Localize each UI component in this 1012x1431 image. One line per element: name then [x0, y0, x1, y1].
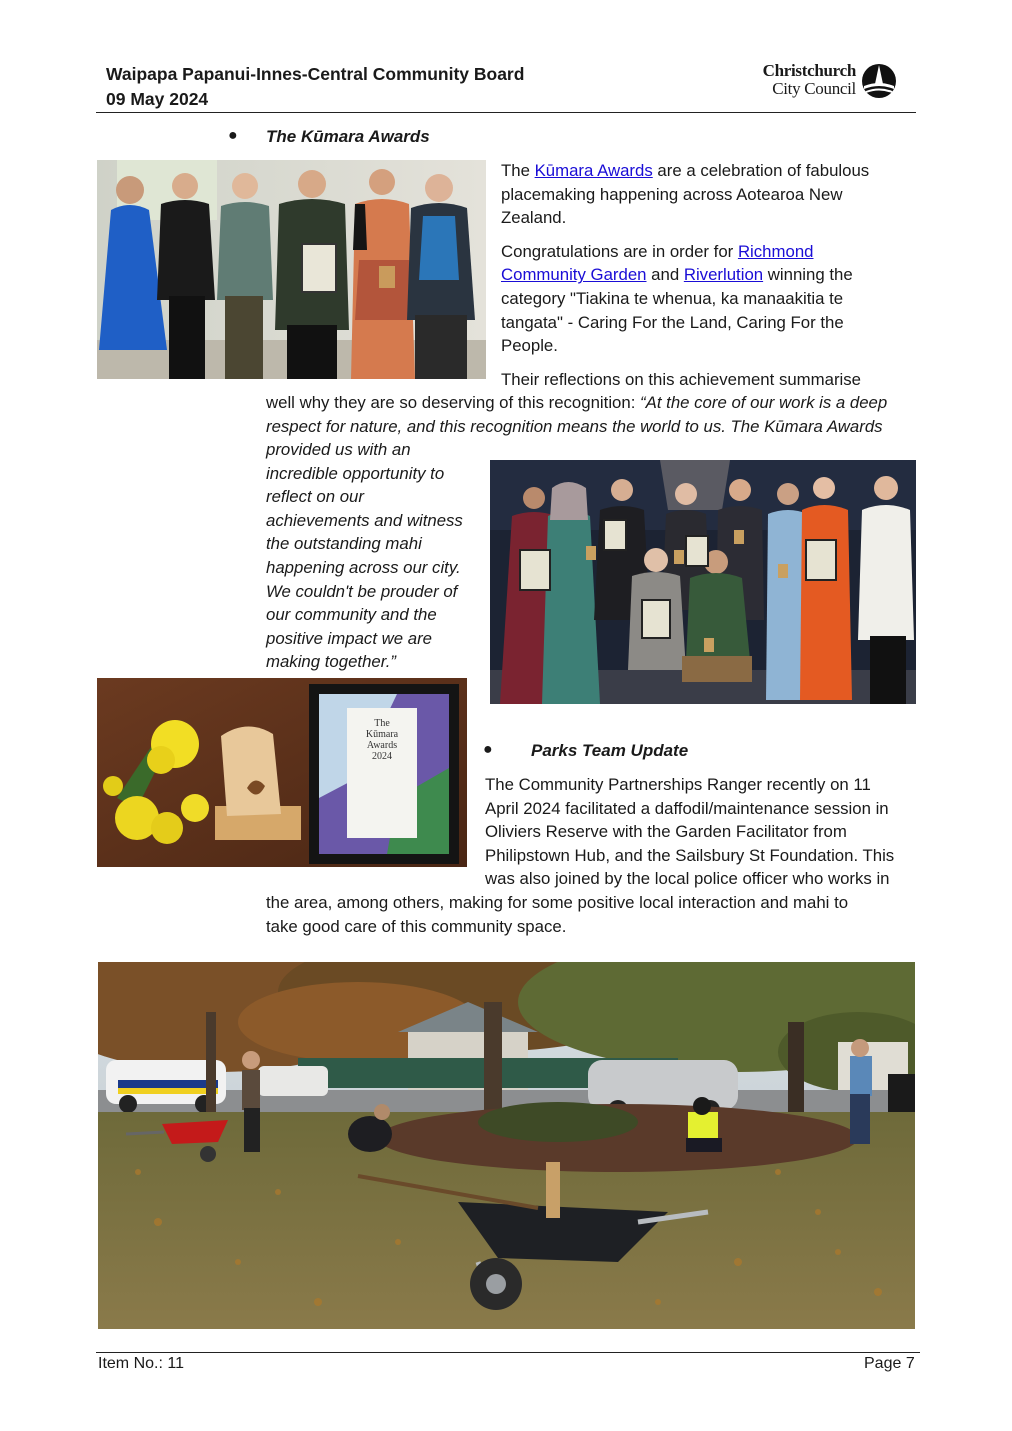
parks-line: Philipstown Hub, and the Sailsbury St Foundation. This — [485, 845, 895, 865]
kumara-paragraph-3-line-2: well why they are so deserving of this recognition: “At the core of our work is a deep — [266, 393, 888, 412]
kumara-quote-column — [266, 438, 481, 674]
kumara-paragraph-3-line-3: respect for nature, and this recognition means the world to us. The Kūmara Awards — [266, 417, 883, 436]
parks-text-wide — [266, 891, 916, 938]
logo-line-2: City Council — [772, 79, 856, 98]
quote-line: provided us with an — [266, 440, 411, 459]
photo-award-winners-group — [97, 160, 486, 379]
quote-line: making together.” — [266, 652, 396, 672]
parks-line: Oliviers Reserve with the Garden Facilitator from — [485, 822, 847, 842]
logo-line-1: Christchurch — [762, 61, 856, 80]
cathedral-icon — [860, 62, 898, 100]
kumara-paragraph-1: The Kūmara Awards are a celebration of fabulous placemaking happening across Aotearoa New Zealand. — [501, 161, 870, 228]
kumara-intro-text — [501, 159, 896, 358]
bullet-icon: ● — [228, 127, 238, 144]
photo-awards-ceremony-group — [490, 460, 916, 704]
bullet-icon: ● — [483, 741, 493, 758]
photo-oliviers-reserve-session — [98, 962, 915, 1329]
riverlution-link[interactable]: Riverlution — [683, 265, 764, 285]
quote-line: We couldn't be prouder of — [266, 581, 458, 601]
kumara-awards-link[interactable]: Kūmara Awards — [534, 161, 653, 180]
parks-line: The Community Partnerships Ranger recently on 11 — [485, 775, 871, 794]
quote-line: our community and the — [266, 605, 437, 625]
quote-line: achievements and witness — [266, 510, 463, 530]
parks-text-narrow — [485, 773, 925, 891]
board-title: Waipapa Papanui-Innes-Central Community Board — [106, 64, 525, 84]
parks-line: the area, among others, making for some positive local interaction and mahi to — [266, 893, 849, 912]
kumara-paragraph-2: Congratulations are in order for Richmond Community Garden and Riverlution winning the category "Tiakina te whenua, ka manaakitia te tangata" - Caring For the Land, Caring For the People. — [501, 241, 853, 356]
quote-line: incredible opportunity to — [266, 463, 445, 483]
quote-line: positive impact we are — [266, 628, 433, 648]
parks-line: take good care of this community space. — [266, 916, 567, 936]
council-logo — [746, 62, 902, 104]
item-number: Item No.: 11 — [98, 1355, 184, 1372]
footer-divider — [96, 1352, 920, 1353]
richmond-garden-link[interactable]: Richmond Community Garden — [501, 241, 814, 285]
meeting-date: 09 May 2024 — [106, 89, 209, 109]
parks-line: April 2024 facilitated a daffodil/maintenance session in — [485, 798, 889, 818]
kumara-paragraph-3-line-1: Their reflections on this achievement summarise — [501, 370, 862, 389]
document-header — [106, 62, 524, 112]
quote-line: reflect on our — [266, 487, 364, 507]
section-heading-parks: Parks Team Update — [531, 741, 689, 760]
quote-line: happening across our city. — [266, 557, 461, 577]
parks-line: was also joined by the local police officer who works in — [485, 869, 890, 889]
plaque-text: The Kūmara Awards 2024 — [365, 718, 399, 762]
header-divider — [96, 112, 916, 113]
section-heading-kumara: The Kūmara Awards — [266, 127, 430, 146]
page-number: Page 7 — [864, 1355, 915, 1372]
quote-line: the outstanding mahi — [266, 534, 422, 554]
photo-award-plaque-certificate — [97, 678, 467, 867]
